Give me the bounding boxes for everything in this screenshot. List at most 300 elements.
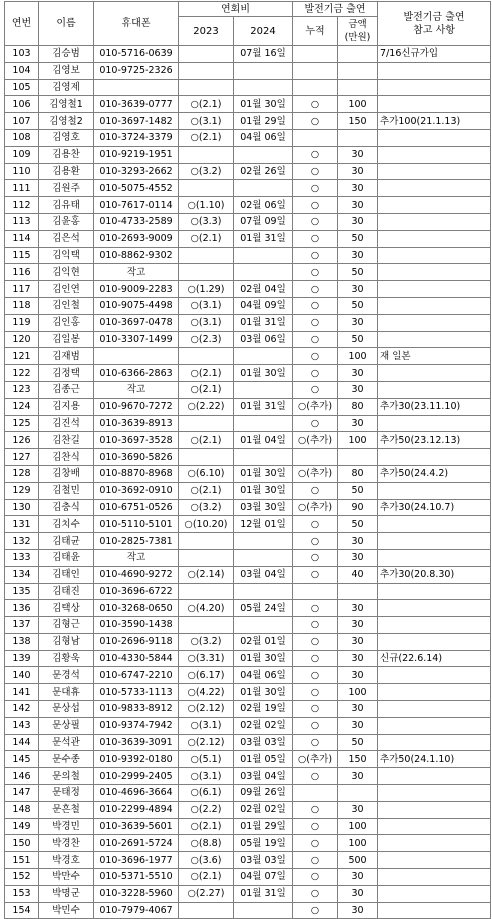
cell-fund-note	[378, 734, 491, 751]
cell-dues-2023: ○(3.1)	[179, 314, 234, 331]
header-year-2023: 2023	[179, 17, 234, 46]
cell-phone: 010-3697-1482	[94, 113, 179, 130]
cell-fund-cumulative: ○	[293, 768, 338, 785]
table-row	[5, 348, 491, 365]
cell-dues-2023: ○(2.1)	[179, 381, 234, 398]
table-row	[5, 835, 491, 852]
cell-dues-2024: 04월 07일	[234, 869, 293, 886]
cell-dues-2024	[234, 62, 293, 79]
header-name: 이름	[39, 2, 94, 46]
cell-dues-2024: 04월 09일	[234, 297, 293, 314]
cell-dues-2024	[234, 449, 293, 466]
cell-fund-amount: 30	[338, 314, 378, 331]
table-row	[5, 163, 491, 180]
cell-fund-note	[378, 96, 491, 113]
cell-fund-amount: 30	[338, 667, 378, 684]
cell-name: 문대휴	[39, 684, 94, 701]
cell-fund-amount: 30	[338, 415, 378, 432]
cell-dues-2023	[179, 549, 234, 566]
cell-fund-amount	[338, 449, 378, 466]
cell-fund-note: 신규(22.6.14)	[378, 650, 491, 667]
cell-fund-amount: 100	[338, 684, 378, 701]
cell-fund-note	[378, 516, 491, 533]
cell-phone: 010-9219-1951	[94, 146, 179, 163]
cell-name: 김찬길	[39, 432, 94, 449]
table-row	[5, 801, 491, 818]
cell-dues-2023: ○(3.1)	[179, 113, 234, 130]
cell-phone: 010-4733-2589	[94, 213, 179, 230]
cell-name: 김인홍	[39, 314, 94, 331]
cell-dues-2023: ○(3.31)	[179, 650, 234, 667]
cell-fund-amount: 500	[338, 852, 378, 869]
cell-phone: 010-4696-3664	[94, 785, 179, 802]
cell-fund-cumulative: ○	[293, 197, 338, 214]
cell-fund-note	[378, 600, 491, 617]
cell-phone: 작고	[94, 549, 179, 566]
cell-name: 문의철	[39, 768, 94, 785]
cell-fund-amount: 80	[338, 398, 378, 415]
cell-name: 김택상	[39, 600, 94, 617]
cell-fund-note	[378, 869, 491, 886]
cell-dues-2024: 05월 19일	[234, 835, 293, 852]
cell-no: 114	[5, 230, 39, 247]
cell-fund-note	[378, 163, 491, 180]
table-row	[5, 247, 491, 264]
cell-dues-2023: ○(1.10)	[179, 197, 234, 214]
cell-fund-amount: 100	[338, 348, 378, 365]
cell-dues-2024	[234, 247, 293, 264]
cell-no: 153	[5, 885, 39, 902]
cell-dues-2023	[179, 533, 234, 550]
cell-no: 141	[5, 684, 39, 701]
cell-name: 김형근	[39, 617, 94, 634]
cell-fund-amount: 150	[338, 113, 378, 130]
cell-fund-amount: 50	[338, 331, 378, 348]
cell-dues-2024: 01월 31일	[234, 230, 293, 247]
cell-dues-2024: 01월 31일	[234, 398, 293, 415]
cell-name: 김진석	[39, 415, 94, 432]
cell-dues-2023	[179, 146, 234, 163]
cell-phone: 010-9392-0180	[94, 751, 179, 768]
cell-fund-note	[378, 381, 491, 398]
table-row	[5, 146, 491, 163]
cell-dues-2024: 05월 24일	[234, 600, 293, 617]
cell-name: 김영철1	[39, 96, 94, 113]
cell-dues-2024	[234, 617, 293, 634]
cell-dues-2024: 07월 16일	[234, 46, 293, 63]
table-row	[5, 113, 491, 130]
cell-fund-cumulative: ○	[293, 633, 338, 650]
cell-no: 127	[5, 449, 39, 466]
cell-dues-2024: 01월 30일	[234, 465, 293, 482]
cell-fund-amount: 30	[338, 902, 378, 919]
cell-dues-2023: ○(2.1)	[179, 818, 234, 835]
cell-no: 143	[5, 717, 39, 734]
cell-phone: 010-2299-4894	[94, 801, 179, 818]
cell-dues-2023	[179, 46, 234, 63]
cell-dues-2024: 01월 05일	[234, 751, 293, 768]
cell-fund-amount: 100	[338, 835, 378, 852]
table-row	[5, 96, 491, 113]
cell-fund-note	[378, 197, 491, 214]
cell-phone: 010-3268-0650	[94, 600, 179, 617]
cell-fund-note: 추가30(20.8.30)	[378, 566, 491, 583]
table-row	[5, 281, 491, 298]
table-row	[5, 230, 491, 247]
cell-fund-amount: 30	[338, 549, 378, 566]
cell-name: 김영제	[39, 79, 94, 96]
cell-dues-2024: 02월 01일	[234, 633, 293, 650]
cell-fund-cumulative: ○	[293, 213, 338, 230]
cell-dues-2023	[179, 79, 234, 96]
cell-fund-cumulative: ○	[293, 869, 338, 886]
cell-no: 138	[5, 633, 39, 650]
cell-dues-2024: 02월 04일	[234, 281, 293, 298]
cell-dues-2024	[234, 583, 293, 600]
cell-fund-amount: 30	[338, 869, 378, 886]
table-row	[5, 449, 491, 466]
cell-fund-note	[378, 331, 491, 348]
cell-dues-2023: ○(6.10)	[179, 465, 234, 482]
cell-fund-amount: 50	[338, 734, 378, 751]
cell-fund-amount: 100	[338, 96, 378, 113]
cell-phone: 010-3639-5601	[94, 818, 179, 835]
cell-fund-amount	[338, 62, 378, 79]
cell-name: 김형남	[39, 633, 94, 650]
cell-name: 김창배	[39, 465, 94, 482]
cell-fund-note: 추가50(24.1.10)	[378, 751, 491, 768]
cell-fund-note: 추가50(23.12.13)	[378, 432, 491, 449]
table-row	[5, 129, 491, 146]
cell-fund-note	[378, 247, 491, 264]
cell-fund-amount: 30	[338, 717, 378, 734]
cell-fund-note: 7/16신규가입	[378, 46, 491, 63]
cell-dues-2024: 01월 30일	[234, 650, 293, 667]
member-table	[4, 1, 491, 919]
cell-name: 김윤홍	[39, 213, 94, 230]
table-row	[5, 62, 491, 79]
cell-dues-2024	[234, 381, 293, 398]
cell-fund-amount: 50	[338, 482, 378, 499]
cell-fund-amount	[338, 583, 378, 600]
cell-fund-note	[378, 79, 491, 96]
cell-dues-2024: 03월 04일	[234, 566, 293, 583]
cell-phone: 010-3228-5960	[94, 885, 179, 902]
cell-fund-note	[378, 852, 491, 869]
cell-fund-note	[378, 583, 491, 600]
cell-dues-2024: 01월 31일	[234, 314, 293, 331]
cell-dues-2023	[179, 617, 234, 634]
cell-dues-2023: ○(2.1)	[179, 482, 234, 499]
cell-dues-2023: ○(2.1)	[179, 230, 234, 247]
cell-fund-amount: 100	[338, 432, 378, 449]
cell-no: 133	[5, 549, 39, 566]
cell-name: 박명군	[39, 885, 94, 902]
cell-phone: 010-2825-7381	[94, 533, 179, 550]
cell-phone	[94, 79, 179, 96]
cell-fund-note	[378, 835, 491, 852]
cell-phone	[94, 348, 179, 365]
cell-fund-cumulative: ○	[293, 415, 338, 432]
cell-name: 문상섭	[39, 701, 94, 718]
header-cumulative: 누적	[293, 17, 338, 46]
cell-dues-2024: 02월 06일	[234, 197, 293, 214]
cell-fund-cumulative: ○	[293, 381, 338, 398]
cell-no: 129	[5, 482, 39, 499]
cell-fund-cumulative	[293, 583, 338, 600]
cell-phone: 010-5716-0639	[94, 46, 179, 63]
cell-no: 137	[5, 617, 39, 634]
cell-dues-2023: ○(1.29)	[179, 281, 234, 298]
cell-fund-note	[378, 902, 491, 919]
table-row	[5, 46, 491, 63]
cell-fund-cumulative: ○	[293, 667, 338, 684]
cell-fund-cumulative: ○	[293, 684, 338, 701]
cell-name: 김태진	[39, 583, 94, 600]
cell-fund-cumulative: ○(추가)	[293, 398, 338, 415]
cell-dues-2023: ○(2.22)	[179, 398, 234, 415]
cell-phone: 010-6747-2210	[94, 667, 179, 684]
cell-dues-2023: ○(2.3)	[179, 331, 234, 348]
cell-phone: 010-2691-5724	[94, 835, 179, 852]
cell-fund-amount: 150	[338, 751, 378, 768]
table-row	[5, 398, 491, 415]
cell-phone: 010-3724-3379	[94, 129, 179, 146]
cell-name: 김황욱	[39, 650, 94, 667]
cell-dues-2023	[179, 264, 234, 281]
cell-phone: 010-9009-2283	[94, 281, 179, 298]
cell-fund-cumulative	[293, 785, 338, 802]
table-row	[5, 432, 491, 449]
cell-fund-note	[378, 449, 491, 466]
cell-phone: 010-5110-5101	[94, 516, 179, 533]
cell-fund-cumulative: ○	[293, 264, 338, 281]
cell-name: 김영철2	[39, 113, 94, 130]
cell-phone: 010-3639-3091	[94, 734, 179, 751]
cell-no: 123	[5, 381, 39, 398]
cell-phone: 010-8862-9302	[94, 247, 179, 264]
cell-dues-2023: ○(3.6)	[179, 852, 234, 869]
cell-fund-note: 재 일본	[378, 348, 491, 365]
table-row	[5, 213, 491, 230]
cell-fund-cumulative: ○	[293, 835, 338, 852]
cell-name: 김인철	[39, 297, 94, 314]
cell-fund-cumulative: ○	[293, 600, 338, 617]
cell-fund-amount: 30	[338, 146, 378, 163]
cell-fund-cumulative: ○	[293, 549, 338, 566]
header-fund-notes	[378, 2, 491, 46]
cell-dues-2024: 01월 29일	[234, 818, 293, 835]
cell-dues-2023: ○(2.27)	[179, 885, 234, 902]
cell-fund-note	[378, 213, 491, 230]
cell-fund-note	[378, 717, 491, 734]
cell-fund-amount: 40	[338, 566, 378, 583]
cell-no: 140	[5, 667, 39, 684]
cell-phone: 010-5371-5510	[94, 869, 179, 886]
cell-dues-2024	[234, 180, 293, 197]
cell-dues-2023: ○(3.1)	[179, 297, 234, 314]
cell-name: 김일봉	[39, 331, 94, 348]
table-row	[5, 701, 491, 718]
cell-fund-amount: 30	[338, 650, 378, 667]
cell-name: 문흔철	[39, 801, 94, 818]
table-row	[5, 768, 491, 785]
table-row	[5, 617, 491, 634]
cell-dues-2023: ○(2.1)	[179, 432, 234, 449]
cell-phone: 작고	[94, 381, 179, 398]
cell-phone: 010-2999-2405	[94, 768, 179, 785]
table-row	[5, 365, 491, 382]
cell-fund-amount	[338, 79, 378, 96]
cell-no: 116	[5, 264, 39, 281]
cell-dues-2024: 01월 31일	[234, 885, 293, 902]
table-row	[5, 852, 491, 869]
cell-name: 김태균	[39, 533, 94, 550]
cell-no: 108	[5, 129, 39, 146]
cell-fund-note	[378, 768, 491, 785]
cell-fund-note: 추가30(23.11.10)	[378, 398, 491, 415]
table-row	[5, 499, 491, 516]
cell-no: 130	[5, 499, 39, 516]
cell-no: 117	[5, 281, 39, 298]
cell-fund-amount: 30	[338, 617, 378, 634]
cell-dues-2023: ○(3.2)	[179, 633, 234, 650]
cell-no: 120	[5, 331, 39, 348]
table-header	[5, 2, 491, 46]
cell-fund-cumulative: ○	[293, 331, 338, 348]
cell-phone: 010-5733-1113	[94, 684, 179, 701]
cell-no: 103	[5, 46, 39, 63]
cell-phone: 010-4690-9272	[94, 566, 179, 583]
cell-fund-note	[378, 482, 491, 499]
cell-fund-note	[378, 885, 491, 902]
cell-fund-cumulative: ○	[293, 885, 338, 902]
cell-fund-cumulative: ○	[293, 281, 338, 298]
cell-fund-amount: 50	[338, 264, 378, 281]
header-no: 연번	[5, 2, 39, 46]
cell-phone: 010-3293-2662	[94, 163, 179, 180]
cell-dues-2023	[179, 583, 234, 600]
cell-dues-2024	[234, 146, 293, 163]
cell-dues-2024: 04월 06일	[234, 667, 293, 684]
cell-name: 김충식	[39, 499, 94, 516]
cell-no: 113	[5, 213, 39, 230]
cell-fund-cumulative: ○	[293, 297, 338, 314]
member-dues-sheet	[4, 1, 490, 919]
cell-no: 135	[5, 583, 39, 600]
cell-phone: 010-7617-0114	[94, 197, 179, 214]
cell-fund-cumulative: ○	[293, 348, 338, 365]
cell-fund-cumulative	[293, 449, 338, 466]
cell-dues-2023: ○(2.12)	[179, 701, 234, 718]
cell-dues-2023: ○(3.2)	[179, 499, 234, 516]
cell-dues-2023: ○(3.2)	[179, 163, 234, 180]
header-fund-notes-line1: 발전기금 출연	[403, 11, 465, 23]
cell-fund-cumulative: ○	[293, 247, 338, 264]
cell-dues-2023: ○(2.2)	[179, 801, 234, 818]
cell-dues-2024	[234, 415, 293, 432]
cell-fund-note: 추가100(21.1.13)	[378, 113, 491, 130]
cell-fund-note	[378, 297, 491, 314]
cell-fund-cumulative: ○	[293, 818, 338, 835]
cell-fund-cumulative: ○	[293, 617, 338, 634]
cell-name: 김치수	[39, 516, 94, 533]
cell-dues-2023: ○(4.20)	[179, 600, 234, 617]
cell-dues-2023: ○(5.1)	[179, 751, 234, 768]
cell-fund-note	[378, 129, 491, 146]
cell-dues-2024: 04월 06일	[234, 129, 293, 146]
cell-dues-2023: ○(4.22)	[179, 684, 234, 701]
cell-name: 문태정	[39, 785, 94, 802]
cell-dues-2023	[179, 180, 234, 197]
cell-dues-2023	[179, 449, 234, 466]
cell-phone: 010-9670-7272	[94, 398, 179, 415]
table-row	[5, 549, 491, 566]
cell-dues-2023: ○(6.17)	[179, 667, 234, 684]
table-row	[5, 197, 491, 214]
cell-no: 149	[5, 818, 39, 835]
cell-fund-amount: 30	[338, 197, 378, 214]
cell-fund-amount: 50	[338, 516, 378, 533]
cell-dues-2024	[234, 264, 293, 281]
cell-name: 문석관	[39, 734, 94, 751]
cell-no: 146	[5, 768, 39, 785]
cell-no: 152	[5, 869, 39, 886]
cell-fund-cumulative	[293, 46, 338, 63]
table-row	[5, 180, 491, 197]
table-row	[5, 785, 491, 802]
cell-dues-2023: ○(3.1)	[179, 768, 234, 785]
cell-fund-note	[378, 180, 491, 197]
cell-fund-amount: 30	[338, 701, 378, 718]
cell-no: 122	[5, 365, 39, 382]
cell-dues-2024: 12월 01일	[234, 516, 293, 533]
cell-phone: 010-4330-5844	[94, 650, 179, 667]
cell-phone: 010-9374-7942	[94, 717, 179, 734]
cell-fund-note	[378, 281, 491, 298]
cell-fund-amount: 30	[338, 801, 378, 818]
cell-phone: 010-2693-9009	[94, 230, 179, 247]
cell-fund-note	[378, 314, 491, 331]
cell-phone: 010-7979-4067	[94, 902, 179, 919]
cell-fund-cumulative: ○	[293, 566, 338, 583]
cell-name: 박민수	[39, 902, 94, 919]
cell-phone: 010-9075-4498	[94, 297, 179, 314]
cell-phone: 010-3697-0478	[94, 314, 179, 331]
cell-name: 김영호	[39, 129, 94, 146]
cell-phone: 010-3590-1438	[94, 617, 179, 634]
cell-fund-amount: 30	[338, 247, 378, 264]
table-row	[5, 297, 491, 314]
cell-fund-amount: 30	[338, 533, 378, 550]
cell-name: 김영보	[39, 62, 94, 79]
table-row	[5, 734, 491, 751]
cell-no: 148	[5, 801, 39, 818]
cell-fund-note	[378, 633, 491, 650]
cell-no: 118	[5, 297, 39, 314]
cell-dues-2023: ○(2.1)	[179, 869, 234, 886]
cell-fund-note	[378, 62, 491, 79]
cell-fund-note	[378, 230, 491, 247]
cell-fund-amount	[338, 46, 378, 63]
cell-phone: 010-9833-8912	[94, 701, 179, 718]
cell-dues-2024	[234, 348, 293, 365]
cell-dues-2023: ○(2.14)	[179, 566, 234, 583]
cell-fund-cumulative	[293, 79, 338, 96]
cell-fund-cumulative: ○	[293, 701, 338, 718]
cell-fund-amount	[338, 129, 378, 146]
cell-no: 136	[5, 600, 39, 617]
